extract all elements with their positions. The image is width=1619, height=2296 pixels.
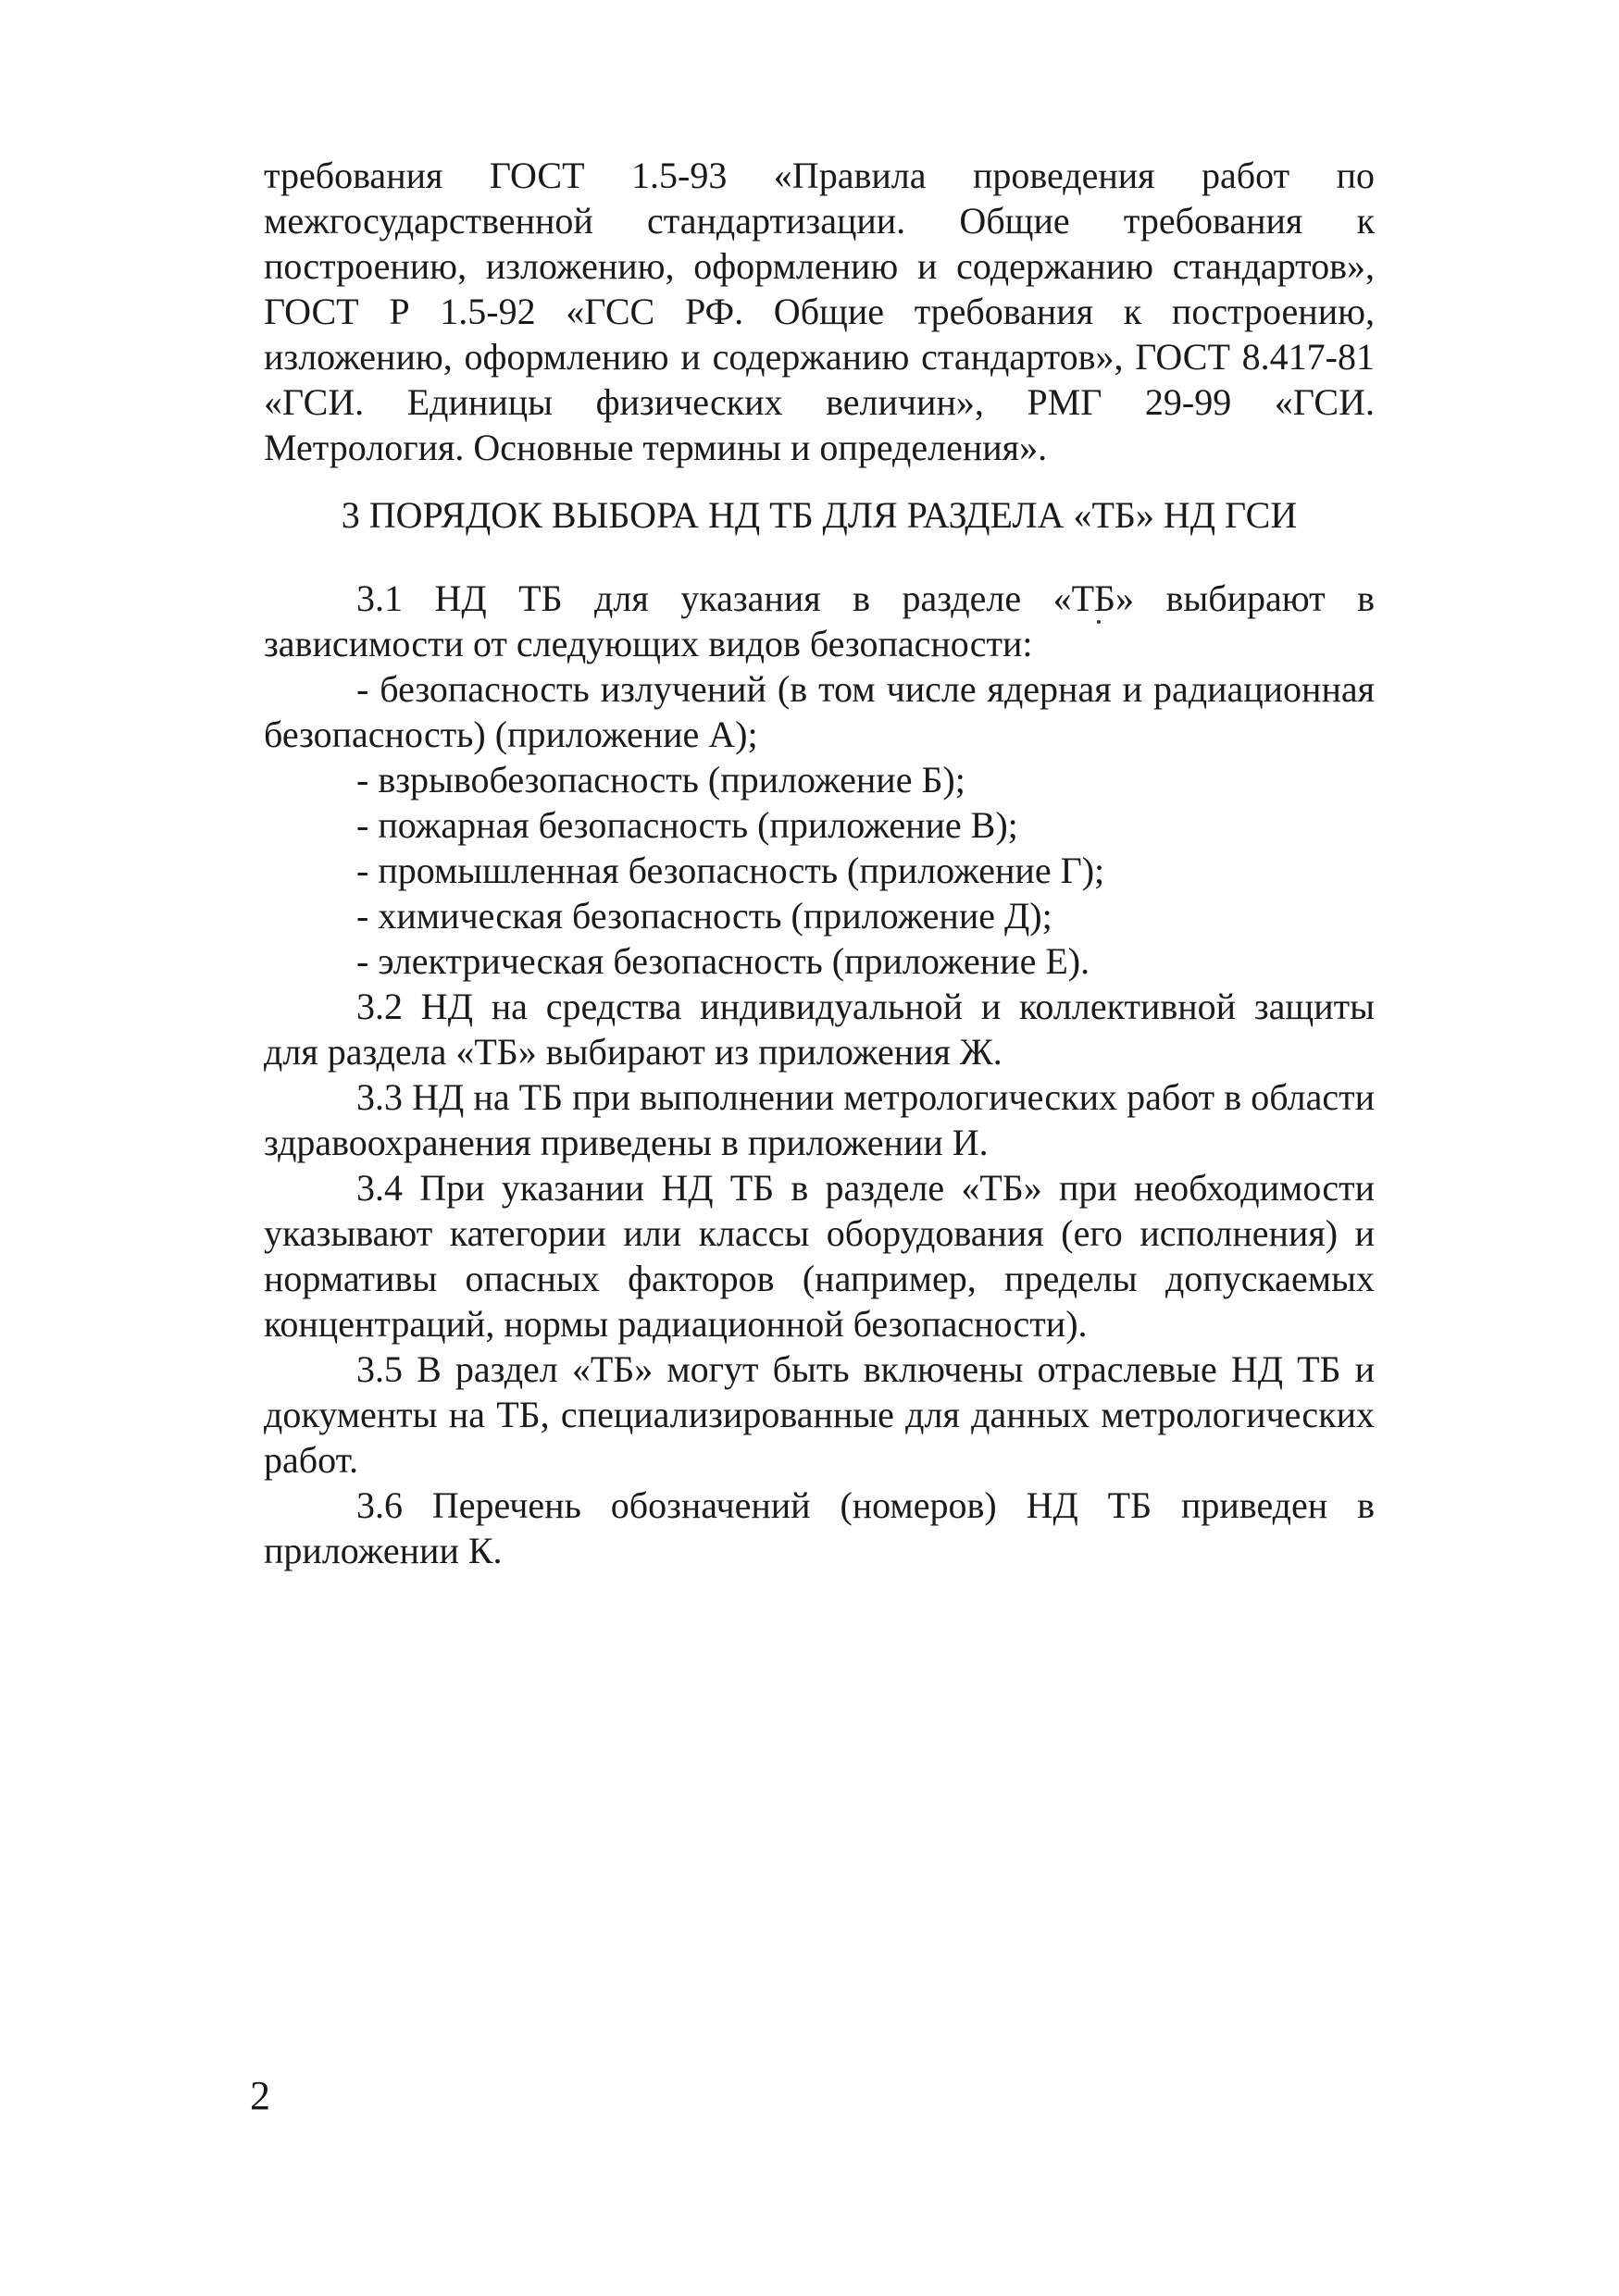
list-item: - промышленная безопасность (приложение Г); bbox=[356, 850, 1105, 891]
clause-3-3: 3.3 НД на ТБ при выполнении метрологических работ в области здравоохранения приведены в приложении И. bbox=[264, 1076, 1375, 1163]
list-item: - безопасность излучений (в том числе ядерная и радиационная безопасность) (приложение А); bbox=[264, 668, 1375, 755]
list-item: - химическая безопасность (приложение Д); bbox=[356, 895, 1052, 937]
section-body bbox=[264, 576, 1375, 1573]
scan-speck bbox=[1097, 620, 1101, 624]
clause-3-2: 3.2 НД на средства индивидуальной и коллективной защиты для раздела «ТБ» выбирают из приложения Ж. bbox=[264, 986, 1375, 1073]
clause-3-6: 3.6 Перечень обозначений (номеров) НД ТБ приведен в приложении К. bbox=[264, 1484, 1375, 1571]
list-item: - взрывобезопасность (приложение Б); bbox=[356, 759, 965, 800]
clause-3-4: 3.4 При указании НД ТБ в разделе «ТБ» при необходимости указывают категории или классы оборудования (его исполнения) и нормативы опасных факторов (например, пределы допускаемых концентраций, нормы радиационной безопасности). bbox=[264, 1167, 1375, 1345]
section-heading: 3 ПОРЯДОК ВЫБОРА НД ТБ ДЛЯ РАЗДЕЛА «ТБ» НД ГСИ bbox=[341, 494, 1298, 536]
clause-3-5: 3.5 В раздел «ТБ» могут быть включены отраслевые НД ТБ и документы на ТБ, специализированные для данных метрологических работ. bbox=[264, 1348, 1375, 1481]
page-number: 2 bbox=[250, 2073, 270, 2118]
intro-paragraph: требования ГОСТ 1.5-93 «Правила проведения работ по межгосударственной стандартизации. Общие требования к построению, изложению, оформлению и содержанию стандартов», ГОСТ Р 1.5-92 «ГСС РФ. Общие требования к построению, изложению, оформлению и содержанию стандартов», ГОСТ 8.417-81 «ГСИ. Единицы физических величин», РМГ 29-99 «ГСИ. Метрология. Основные термины и определения». bbox=[264, 155, 1375, 468]
list-item: - электрическая безопасность (приложение Е). bbox=[356, 940, 1090, 982]
intro-block bbox=[264, 153, 1375, 470]
list-item: - пожарная безопасность (приложение В); bbox=[356, 804, 1018, 846]
clause-3-1: 3.1 НД ТБ для указания в разделе «ТБ» выбирают в зависимости от следующих видов безопасности: bbox=[264, 577, 1375, 664]
